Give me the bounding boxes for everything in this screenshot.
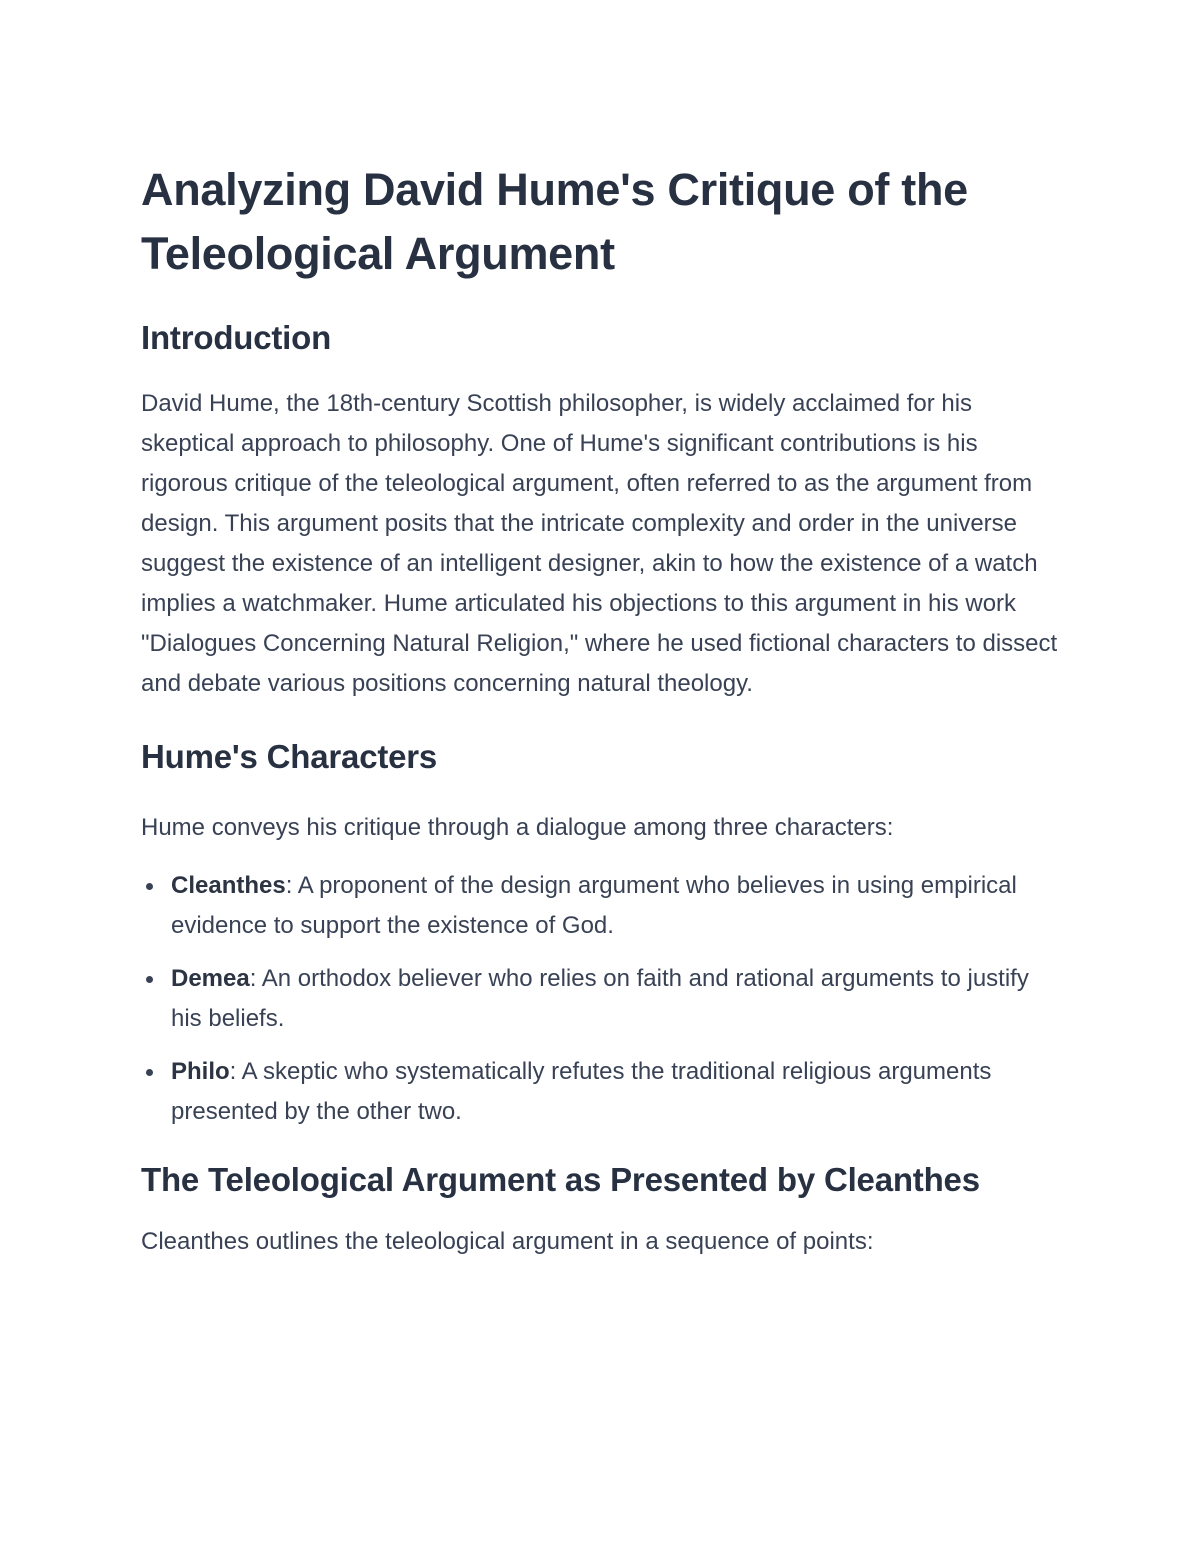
character-description: : A skeptic who systematically refutes the traditional religious arguments presented by the other two. [171,1058,992,1125]
character-description: : A proponent of the design argument who believes in using empirical evidence to support the existence of God. [171,872,1017,939]
page-title: Analyzing David Hume's Critique of the Teleological Argument [141,164,968,279]
bullet-icon [146,883,153,890]
character-description: : An orthodox believer who relies on faith and rational arguments to justify his beliefs. [171,965,1029,1032]
introduction-paragraph: David Hume, the 18th-century Scottish philosopher, is widely acclaimed for his skeptical approach to philosophy. One of Hume's significant contributions is his rigorous critique of the teleological argument, often referred to as the argument from design. This argument posits that the intricate complexity and order in the universe suggest the existence of an intelligent designer, akin to how the existence of a watch implies a watchmaker. Hume articulated his objections to this argument in his work "Dialogues Concerning Natural Religion," where he used fictional characters to dissect and debate various positions concerning natural theology. [141,390,1058,697]
characters-intro-paragraph: Hume conveys his critique through a dialogue among three characters: [141,814,894,841]
character-name: Demea [171,965,250,992]
list-item [141,866,1061,946]
document-page [141,158,1061,1262]
list-item [141,959,1061,1039]
section-heading-characters: Hume's Characters [141,738,438,775]
bullet-icon [146,1069,153,1076]
characters-list [141,866,1061,1132]
section-heading-introduction: Introduction [141,319,332,356]
character-name: Philo [171,1058,230,1085]
teleological-paragraph: Cleanthes outlines the teleological argument in a sequence of points: [141,1228,874,1255]
bullet-icon [146,976,153,983]
list-item [141,1052,1061,1132]
section-heading-teleological-argument: The Teleological Argument as Presented by Cleanthes [141,1161,980,1198]
character-name: Cleanthes [171,872,286,899]
